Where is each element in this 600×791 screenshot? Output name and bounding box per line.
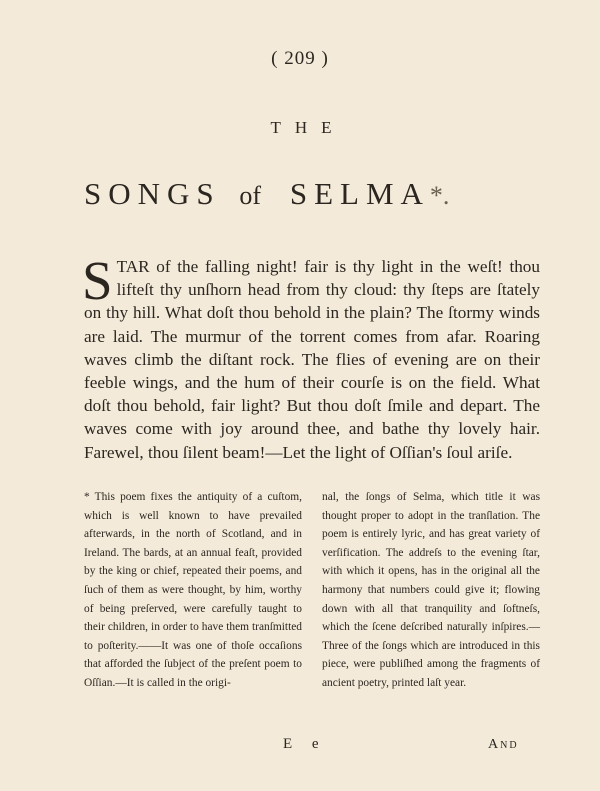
footnote-column-right	[322, 488, 540, 693]
first-word-rest: TAR	[116, 257, 150, 276]
drop-cap: S	[82, 250, 113, 311]
title-selma: SELMA	[289, 176, 430, 211]
title-songs: SONGS	[84, 176, 221, 211]
footnote-column-left	[84, 488, 302, 693]
signature-mark: E e	[283, 736, 327, 752]
footnote	[84, 488, 540, 693]
main-text	[82, 250, 540, 464]
heading-the: THE	[270, 118, 346, 137]
page-number: ( 209 )	[271, 48, 329, 69]
paragraph-text: of the falling night! fair is thy light in the weſt! thou lifteſt thy unſhorn head from thy cloud: thy ſteps are ſtately on thy hill. What doſt thou behold in the plain? The ſtormy winds are laid. The murmur of the torrent comes from afar. Roaring waves climb the diſtant rock. The flies of evening are on their feeble wings, and the hum of their courſe is on the field. What doſt thou behold, fair light? But thou doſt ſmile and depart. The waves come with joy around thee, and bathe thy lovely hair. Farewel, thou ſilent beam!—Let the light of Oſſian's ſoul ariſe.	[84, 257, 540, 462]
footnote-right-text: nal, the ſongs of Selma, which title it was thought proper to adopt in the tranſlation. The poem is entirely lyric, and has great variety of verſification. The addreſs to the evening ſtar, with which it opens, has in the original all the harmony that numbers could give it; flowing down with all that tranquility and ſoftneſs, which the ſcene deſcribed naturally inſpires.—Three of the ſongs which are introduced in this piece, were publiſhed among the fragments of ancient poetry, printed laſt year.	[322, 491, 540, 689]
title-asterisk: *.	[429, 181, 450, 210]
page-title	[84, 176, 534, 212]
catchword: And	[488, 737, 519, 752]
main-paragraph	[82, 250, 540, 464]
footnote-left-text: * This poem fixes the antiquity of a cuſtom, which is well known to have prevailed afterwards, in the north of Scotland, and in Ireland. The bards, at an annual feaſt, provided by the king or chief, repeated their poems, and ſuch of them as were thought, by him, worthy of being preſerved, were carefully taught to their children, in order to have them tranſmitted to poſterity.——It was one of thoſe occaſions that afforded the ſubject of the preſent poem to Oſſian.—It is called in the origi-	[84, 491, 302, 689]
title-of: of	[239, 181, 262, 210]
